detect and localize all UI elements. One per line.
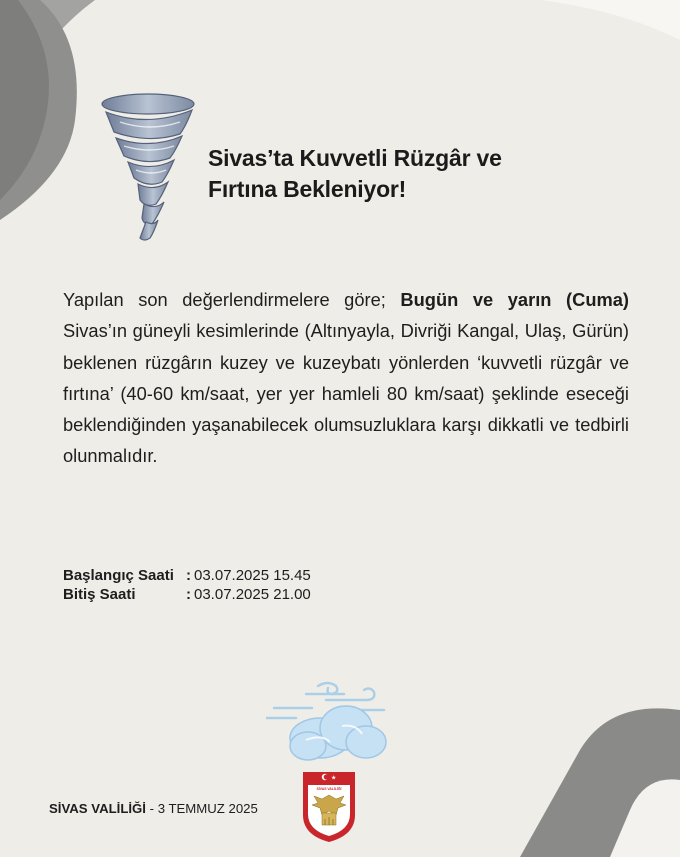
footer-org: SİVAS VALİLİĞİ bbox=[49, 801, 146, 816]
tornado-icon bbox=[100, 92, 200, 247]
emblem-text: SİVAS VALİLİĞİ bbox=[316, 787, 342, 791]
footer-date: - 3 TEMMUZ 2025 bbox=[145, 801, 258, 816]
title-line-2: Fırtına Bekleniyor! bbox=[208, 176, 407, 202]
svg-text:★: ★ bbox=[331, 775, 337, 782]
top-right-corner-shape bbox=[540, 0, 680, 70]
end-time-row bbox=[63, 585, 311, 604]
end-time-colon: : bbox=[186, 586, 191, 603]
start-time-label: Başlangıç Saati bbox=[63, 567, 174, 584]
start-time-colon: : bbox=[186, 567, 191, 584]
time-info bbox=[63, 566, 311, 604]
paragraph-details: Sivas’ın güneyli kesimlerinde (Altınyayla, Divriği Kangal, Ulaş, Gürün) beklenen rüzgârın kuzey ve kuzeybatı yönlerden ‘kuvvetli rüzgâr ve fırtına’ (40-60 km/saat, yer yer hamleli 80 km/saat) şeklinde eseceği beklendiğinden yaşanabilecek olumsuzluklara karşı dikkatli ve tedbirli olunmalıdır. bbox=[63, 320, 629, 467]
paragraph-bold-dates: Bugün ve yarın (Cuma) bbox=[400, 289, 629, 310]
sivas-emblem-icon bbox=[300, 769, 358, 844]
page-title bbox=[208, 143, 608, 205]
announcement-paragraph bbox=[63, 284, 629, 472]
start-time-value: 03.07.2025 15.45 bbox=[194, 567, 311, 584]
end-time-label: Bitiş Saati bbox=[63, 586, 136, 603]
end-time-value: 03.07.2025 21.00 bbox=[194, 586, 311, 603]
bottom-right-corner-shape bbox=[430, 690, 680, 857]
start-time-row bbox=[63, 566, 311, 585]
paragraph-intro: Yapılan son değerlendirmelere göre; bbox=[63, 289, 401, 310]
wind-cloud-icon bbox=[266, 680, 391, 765]
title-line-1: Sivas’ta Kuvvetli Rüzgâr ve bbox=[208, 145, 502, 171]
footer bbox=[49, 801, 258, 816]
